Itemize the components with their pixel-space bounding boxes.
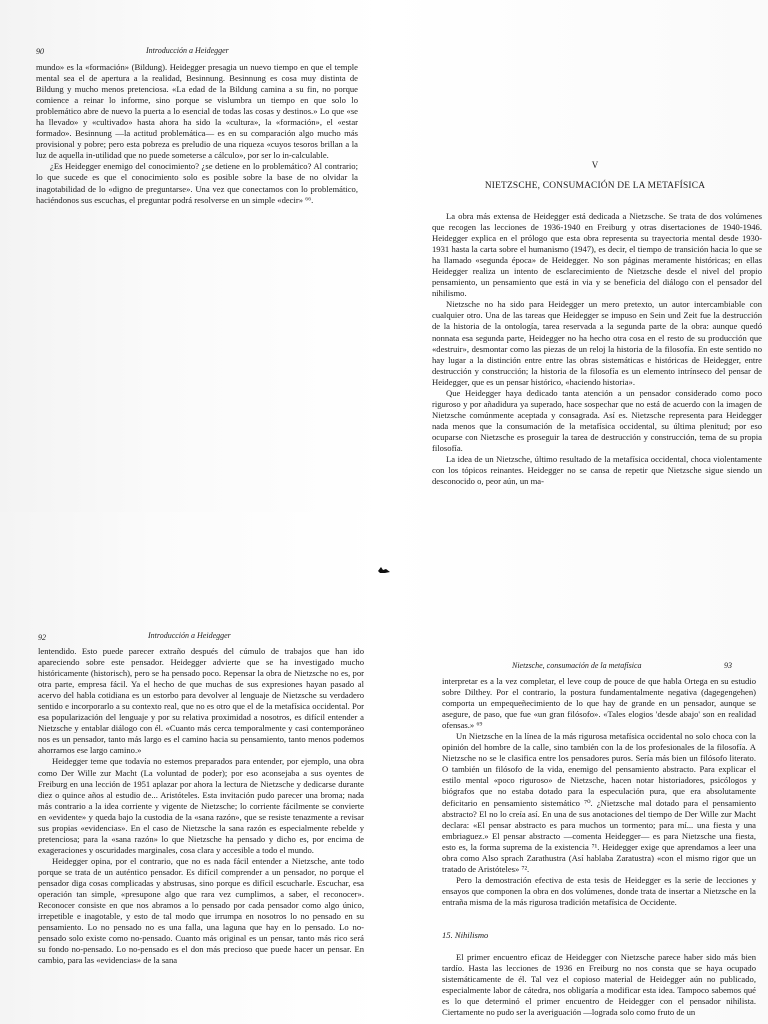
page-93-body <box>442 676 756 908</box>
paragraph: Un Nietzsche en la línea de la más rigurosa metafísica occidental no solo choca con la opinión del hombre de la calle, sino también con la de los profesionales de la filosofía. A Nietzsche no se le clasifica entre los pensadores puros. Sería más bien un filósofo literato. O también un filósofo de la vida, enemigo del pensamiento abstracto. Para explicar el estilo mental «poco riguroso» de Nietzsche, hacen notar historiadores, psicólogos y biógrafos que no estaba dotado para la especulación pura, que era absolutamente deficitario en pensamiento sistemático ⁷⁰. ¿Nietzsche mal dotado para el pensamiento abstracto? El no lo creía así. En una de sus anotaciones del tiempo de Der Wille zur Macht declara: «El pensar abstracto es para muchos un tormento; para mí... una fiesta y una embriaguez.» El pensar abstracto —comenta Heidegger— es para Nietzsche una fiesta, esto es, la forma suprema de la existencia ⁷¹. Heidegger exige que aprendamos a leer una obra como Also sprach Zarathustra (Así hablaba Zaratustra) «con el mismo rigor que un tratado de Aristóteles» ⁷². <box>442 731 756 874</box>
page-92 <box>0 512 384 1024</box>
paragraph: lentendido. Esto puede parecer extraño después del cúmulo de trabajos que han ido apareciendo sobre este pensador. Heidegger advierte que se ha investigado mucho históricamente (historisch), pero se ha pensado poco. Repensar la obra de Nietzsche no es, por otra parte, empresa fácil. Ya el hecho de que muchas de sus expresiones hayan pasado al acervo del habla cotidiana es un estorbo para devolver al lenguaje de Nietzsche su verdadero sentido e incorporarlo a su contexto real, que no es otro que el de la metafísica occidental. Por esa popularización del lenguaje y por su relativa proximidad a nosotros, es difícil entender a Nietzsche y entablar diálogo con él. «Cuanto más cerca temporalmente y casi contemporáneo nos es un pensador, tanto más largo es el camino hacia su pensamiento, tanto menos podemos ahorrarnos ese largo camino.» <box>38 646 364 756</box>
paragraph: La idea de un Nietzsche, último resultado de la metafísica occidental, choca violentamente con los tópicos reinantes. Heidegger no se cansa de repetir que Nietzsche sigue siendo un desconocido o, peor aún, un ma- <box>432 454 762 487</box>
running-head: Nietzsche, consumación de la metafísica <box>512 661 642 670</box>
paragraph: El primer encuentro eficaz de Heidegger con Nietzsche parece haber sido más bien tardío. Hasta las lecciones de 1936 en Freiburg no nos consta que se haya ocupado sistemáticamente de él. Tal vez el copioso material de Heidegger aún no publicado, especialmente labor de cátedra, nos obligaría a modificar esta idea. Tampoco sabemos qué es lo que determinó el primer encuentro de Heidegger con el pensador nihilista. Ciertamente no pudo ser la averiguación —lograda solo como fruto de un <box>442 952 756 1018</box>
paragraph: interpretar es a la vez completar, el leve coup de pouce de que habla Ortega en su estudio sobre Dilthey. Por el contrario, la postura fundamentalmente negativa (dagegengehen) comporta un empequeñecimiento de lo que hay de grande en un pensador, aunque se asegure, de paso, que fue «un gran filósofo». «Tales elogios 'desde abajo' son en realidad ofensas.» ⁶⁹ <box>442 676 756 731</box>
running-head: Introducción a Heidegger <box>146 46 229 55</box>
chapter-number: V <box>591 160 599 170</box>
chapter-title: NIETZSCHE, CONSUMACIÓN DE LA METAFÍSICA <box>484 181 706 191</box>
paragraph: mundo» es la «formación» (Bildung). Heidegger presagia un nuevo tiempo en que el temple mental sea el de apertura a la realidad, Besinnung. Besinnung es cosa muy distinta de Bildung y mucho menos pretenciosa. «La edad de la Bildung camina a su fin, no porque comience a reinar lo informe, sino porque se vislumbra un tiempo en que solo lo problemático abre de nuevo la puerta a lo esencial de todas las cosas y destinos.» Lo que «se ha llevado» y «cultivado» hasta ahora ha sido la «cultura», la «formación», el «estar formado». Besinnung —la actitud problemática— es en su comparación algo mucho más provisional y pobre; pero esta pobreza es preludio de una riqueza «cuyos tesoros brillan a la luz de aquella in-utilidad que no puede someterse a cálculo», por ser lo in-calculable. <box>36 62 358 161</box>
paragraph: Nietzsche no ha sido para Heidegger un mero pretexto, un autor intercambiable con cualquier otro. Una de las tareas que Heidegger se impuso en Sein und Zeit fue la destrucción de la historia de la ontología, tarea reservada a la segunda parte de la obra: aunque quedó nonnata esa segunda parte, Heidegger no ha hecho otra cosa en el resto de su producción que «destruir», desmontar como las piezas de un reloj la historia de la filosofía. En este sentido no hay lugar a la distinción entre entre las obras sistemáticas e históricas de Heidegger, entre destrucción y construcción; la historia de la filosofía es un elemento intrínseco del pensar de Heidegger, que es un pensar histórico, «haciendo historia». <box>432 299 762 387</box>
page-93-section-body <box>442 952 756 1018</box>
page-93 <box>384 512 768 1024</box>
paragraph: Heidegger opina, por el contrario, que no es nada fácil entender a Nietzsche, ante todo porque se trata de un auténtico pensador. Es difícil comprender a un pensador, no porque el pensador diga cosas complicadas y abstrusas, sino porque es difícil escucharle. Escuchar, esa operación tan simple, «presupone algo que rara vez cumplimos, a saber, el reconocer». Reconocer consiste en que nos abramos a lo pensado por cada pensador como algo único, irrepetible e inagotable, y esto de tal modo que irrumpa en nosotros lo no pensado en su pensamiento. Lo no pensado no es una falla, una laguna que hay en lo pensado. Lo no-pensado solo existe como no-pensado. Cuanto más original es un pensar, tanto más rico será su fondo no-pensado. Lo no-pensado es el don más precioso que puede hacer un pensar. En cambio, para las «evidencias» de la sana <box>38 855 364 966</box>
paragraph: Heidegger teme que todavía no estemos preparados para entender, por ejemplo, una obra como Der Wille zur Macht (La voluntad de poder); por eso aconsejaba a sus oyentes de Freiburg en una lección de 1951 aplazar por ahora la lectura de Nietzsche y dedicarse durante diez o quince años al estudio de... Aristóteles. Esta invitación pudo parecer una broma; nada más contrario a la idea corriente y vigente de Nietzsche; lo corriente fácilmente se convierte en «evidente» y queda bajo la custodia de la «sana razón», que se resiste tenazmente a revisar sus propias «evidencias». En el caso de Nietzsche la sana razón es especialmente rebelde y pretenciosa; para la «sana razón» lo que Nietzsche ha pensado y dicho es, por encima de exageraciones y oscuridades marginales, cosa clara y accesible a todo el mundo. <box>38 756 364 855</box>
paragraph: Que Heidegger haya dedicado tanta atención a un pensador considerado como poco riguroso y por añadidura ya superado, hace sospechar que no está de acuerdo con la imagen de Nietzsche comúnmente aceptada y consagrada. Así es. Nietzsche representa para Heidegger nada menos que la consumación de la metafísica occidental, su última plenitud; por eso ocuparse con Nietzsche es proseguir la tarea de destrucción y construcción, tema de su propia filosofía. <box>432 387 762 453</box>
paragraph: Pero la demostración efectiva de esta tesis de Heidegger es la serie de lecciones y ensayos que componen la obra en dos volúmenes, donde trata de insertar a Nietzsche en la entraña misma de la más rigurosa tradición metafísica de Occidente. <box>442 874 756 907</box>
paragraph: La obra más extensa de Heidegger está dedicada a Nietzsche. Se trata de dos volúmenes que recogen las lecciones de 1936-1940 en Freiburg y otras disertaciones de 1940-1946. Heidegger explica en el prólogo que esta obra representa su trayectoria mental desde 1930-1931 hasta la carta sobre el humanismo (1947), es decir, el tiempo de transición hacia lo que se ha llamado «segunda época» de Heidegger. No son páginas meramente históricas; en ellas Heidegger realiza un intento de esclarecimiento de Nietzsche desde el nivel del propio pensamiento, un pensamiento que está in via y se beneficia del diálogo con el pensador del nihilismo. <box>432 211 762 299</box>
page-number: 93 <box>724 661 732 670</box>
running-head: Introducción a Heidegger <box>148 631 231 640</box>
page-91 <box>384 0 768 512</box>
section-heading: 15. Nihilismo <box>442 930 489 940</box>
page-90-body <box>36 62 358 206</box>
page-92-body <box>38 646 364 966</box>
page-91-body <box>432 211 762 487</box>
page-90 <box>0 0 384 512</box>
page-number: 92 <box>38 633 46 642</box>
paragraph: ¿Es Heidegger enemigo del conocimiento? ¿se detiene en lo problemático? Al contrario; lo que sucede es que el conocimiento solo es posible sobre la base de no olvidar la inagotabilidad de lo «digno de preguntarse». Una vez que conectamos con lo problemático, haciéndonos sus escuchas, el preguntar podrá resolverse en un simple «decir» ⁶⁶. <box>36 161 358 205</box>
page-number: 90 <box>36 47 44 56</box>
